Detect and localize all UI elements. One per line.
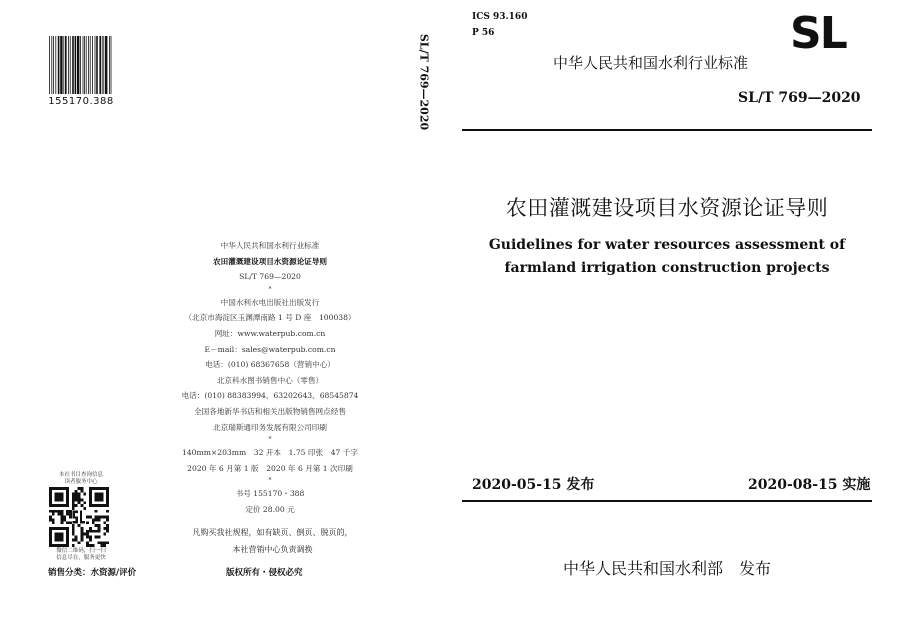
qr-caption-bottom: [50, 548, 112, 562]
barcode-bar: [84, 36, 85, 94]
qr-module: [86, 536, 89, 539]
qr-module: [58, 510, 61, 513]
colophon-line: 全国各地新华书店和相关出版物销售网点经售: [194, 406, 346, 416]
notice-line: 凡购买我社规程，如有缺页、倒页、脱页的，: [192, 528, 353, 537]
qr-module: [100, 516, 103, 519]
qr-module: [98, 536, 101, 539]
barcode-bar: [60, 36, 62, 94]
qr-module: [78, 501, 81, 504]
qr-module: [95, 510, 98, 513]
qr-module: [103, 521, 106, 524]
qr-module: [52, 510, 55, 513]
qr-module: [95, 524, 98, 527]
qr-module: [78, 524, 81, 527]
barcode-bar: [72, 36, 74, 94]
qr-module: [72, 493, 75, 496]
qr-module: [83, 501, 86, 504]
qr-module: [49, 518, 52, 521]
qr-module: [103, 544, 106, 547]
qr-module: [98, 516, 101, 519]
qr-module: [98, 530, 101, 533]
qr-module: [83, 507, 86, 510]
colophon-line: E－mail：sales@waterpub.com.cn: [204, 344, 336, 354]
colophon-separator: *: [268, 285, 272, 293]
qr-module: [89, 516, 92, 519]
colophon-separator: *: [268, 477, 272, 485]
barcode-bar: [80, 36, 81, 94]
qr-module: [69, 510, 72, 513]
qr-module: [60, 518, 63, 521]
qr-module: [80, 536, 83, 539]
qr-module: [80, 538, 83, 541]
qr-module: [98, 541, 101, 544]
qr-module: [78, 541, 81, 544]
qr-module: [78, 487, 81, 490]
qr-module: [86, 530, 89, 533]
qr-caption-line: 微信二维码，扫一扫: [56, 548, 106, 554]
notice-line: 本社营销中心负责调换: [232, 545, 313, 554]
colophon-line: 网址：www.waterpub.com.cn: [214, 328, 326, 338]
qr-module: [72, 538, 75, 541]
title-english: [462, 234, 872, 280]
barcode-bar: [63, 36, 64, 94]
spine-code: SL/T 769—2020: [417, 33, 431, 131]
qr-module: [75, 490, 78, 493]
qr-module: [78, 496, 81, 499]
colophon-line: 书号 155170・388: [235, 489, 305, 499]
qr-module: [86, 521, 89, 524]
barcode-bar: [86, 36, 87, 94]
qr-module: [66, 521, 69, 524]
barcode-bar: [102, 36, 103, 94]
barcode-bar: [99, 36, 101, 94]
qr-caption-line: 信息尽在，服务更快: [56, 555, 106, 561]
qr-module: [98, 518, 101, 521]
qr-module: [86, 516, 89, 519]
barcode-bar: [96, 36, 98, 94]
colophon-line: 北京瑞斯通印务发展有限公司印刷: [213, 422, 327, 432]
qr-module: [52, 513, 55, 516]
qr-module: [72, 504, 75, 507]
top-divider: [462, 129, 872, 131]
barcode-image: [48, 36, 113, 94]
barcode-bar: [53, 36, 54, 94]
colophon-line: 2020 年 6 月第 1 版 2020 年 6 月第 1 次印刷: [187, 463, 353, 473]
title-english-line: farmland irrigation construction projects: [504, 260, 830, 276]
qr-module: [49, 516, 52, 519]
barcode-bar: [83, 36, 84, 94]
barcode-bar: [58, 36, 60, 94]
qr-module: [89, 544, 92, 547]
qr-module: [75, 504, 78, 507]
spine: [404, 33, 444, 131]
title-english-line: Guidelines for water resources assessment of: [488, 237, 846, 253]
barcode-bar: [90, 36, 91, 94]
qr-module: [92, 544, 95, 547]
qr-module: [63, 518, 66, 521]
qr-module: [106, 510, 109, 513]
colophon-line: 中国水利水电出版社出版发行: [220, 297, 320, 307]
qr-module: [75, 498, 78, 501]
qr-module: [106, 518, 109, 521]
qr-module: [80, 487, 83, 490]
qr-module: [75, 493, 78, 496]
qr-module: [78, 493, 81, 496]
qr-module: [78, 498, 81, 501]
qr-module: [80, 504, 83, 507]
qr-module: [106, 516, 109, 519]
issuer: 中华人民共和国水利部 发布: [562, 559, 771, 578]
qr-module: [80, 490, 83, 493]
qr-module: [58, 513, 61, 516]
barcode-bar: [105, 36, 107, 94]
qr-module: [89, 536, 92, 539]
qr-module: [106, 541, 109, 544]
qr-module: [89, 527, 92, 530]
colophon-line: 140mm×203mm 32 开本 1.75 印张 47 千字: [182, 448, 358, 458]
qr-module: [75, 536, 78, 539]
qr-module: [100, 544, 103, 547]
qr-module: [69, 521, 72, 524]
qr-caption-line: 本社书目查询信息: [58, 472, 103, 478]
qr-caption-line: 读者服务中心: [64, 479, 98, 485]
qr-module: [106, 524, 109, 527]
colophon-line: 北京科水图书销售中心（零售）: [216, 375, 324, 385]
qr-module: [80, 498, 83, 501]
qr-module: [69, 516, 72, 519]
ics-code: ICS 93.160: [472, 12, 528, 22]
qr-module: [95, 536, 98, 539]
qr-module: [103, 527, 106, 530]
qr-module: [55, 510, 58, 513]
qr-module: [86, 541, 89, 544]
sales-category: 销售分类：水资源/评价: [48, 568, 137, 578]
qr-module: [103, 533, 106, 536]
title-chinese: 农田灌溉建设项目水资源论证导则: [505, 196, 829, 220]
qr-module: [92, 518, 95, 521]
colophon-line: （北京市海淀区玉渊潭南路 1 号 D 座 100038）: [184, 313, 356, 323]
barcode-bar: [55, 36, 56, 94]
qr-module: [95, 530, 98, 533]
qr-module: [106, 530, 109, 533]
publish-date: 2020-05-15 发布: [472, 477, 595, 493]
qr-module: [52, 521, 55, 524]
colophon-line: 农田灌溉建设项目水资源论证导则: [213, 256, 327, 266]
qr-module: [72, 524, 75, 527]
classification-code: P 56: [472, 28, 495, 38]
qr-module: [89, 530, 92, 533]
bottom-divider: [462, 500, 872, 502]
effective-date: 2020-08-15 实施: [748, 477, 871, 493]
qr-caption-top: [50, 472, 112, 486]
colophon-line: 中华人民共和国水利行业标准: [220, 241, 320, 250]
qr-module: [72, 498, 75, 501]
qr-module: [92, 521, 95, 524]
standard-type: 中华人民共和国水利行业标准: [553, 54, 749, 72]
barcode-bar: [75, 36, 77, 94]
barcode-bar: [92, 36, 93, 94]
qr-module: [80, 533, 83, 536]
qr-module: [66, 510, 69, 513]
barcode-bar: [111, 36, 112, 94]
colophon-line: 电话：(010) 88383994、63202643、68545874: [181, 391, 359, 401]
barcode-bar: [95, 36, 96, 94]
qr-code-image: [49, 487, 109, 547]
replacement-notice: [165, 524, 380, 558]
qr-module: [83, 493, 86, 496]
qr-module: [49, 510, 52, 513]
qr-module: [66, 513, 69, 516]
standard-code: SL/T 769—2020: [738, 90, 861, 106]
qr-module: [98, 524, 101, 527]
qr-module: [60, 521, 63, 524]
qr-module: [60, 510, 63, 513]
qr-module: [92, 530, 95, 533]
barcode-bar: [103, 36, 104, 94]
sl-logo: SL: [790, 8, 846, 59]
qr-module: [63, 516, 66, 519]
barcode-bar: [109, 36, 110, 94]
qr-module: [52, 518, 55, 521]
qr-module: [83, 533, 86, 536]
qr-module: [75, 538, 78, 541]
qr-module: [72, 496, 75, 499]
qr-module: [75, 496, 78, 499]
colophon-line: SL/T 769—2020: [239, 272, 301, 282]
colophon-line: 电话：(010) 68367658（营销中心）: [205, 360, 335, 370]
barcode-bar: [77, 36, 79, 94]
copyright-notice: 版权所有・侵权必究: [226, 568, 303, 578]
qr-module: [103, 516, 106, 519]
qr-module: [69, 513, 72, 516]
qr-module: [95, 516, 98, 519]
barcode-bar: [68, 36, 69, 94]
qr-module: [89, 538, 92, 541]
qr-module: [60, 513, 63, 516]
qr-module: [72, 544, 75, 547]
qr-module: [86, 533, 89, 536]
qr-module: [60, 516, 63, 519]
colophon-separator: *: [268, 436, 272, 444]
barcode-bar: [70, 36, 71, 94]
colophon-line: 定价 28.00 元: [245, 504, 295, 514]
qr-module: [103, 541, 106, 544]
qr-module: [72, 530, 75, 533]
qr-module: [72, 501, 75, 504]
barcode-bar: [88, 36, 89, 94]
qr-module: [72, 507, 75, 510]
qr-module: [98, 527, 101, 530]
barcode-bar: [49, 36, 50, 94]
qr-module: [106, 527, 109, 530]
qr-module: [72, 527, 75, 530]
qr-module: [80, 530, 83, 533]
qr-module: [100, 541, 103, 544]
colophon: [170, 238, 370, 518]
barcode-number: 155170.388: [48, 96, 114, 107]
barcode-bar: [65, 36, 67, 94]
barcode-bar: [51, 36, 52, 94]
qr-module: [95, 518, 98, 521]
qr-module: [86, 544, 89, 547]
qr-module: [80, 527, 83, 530]
qr-module: [72, 533, 75, 536]
